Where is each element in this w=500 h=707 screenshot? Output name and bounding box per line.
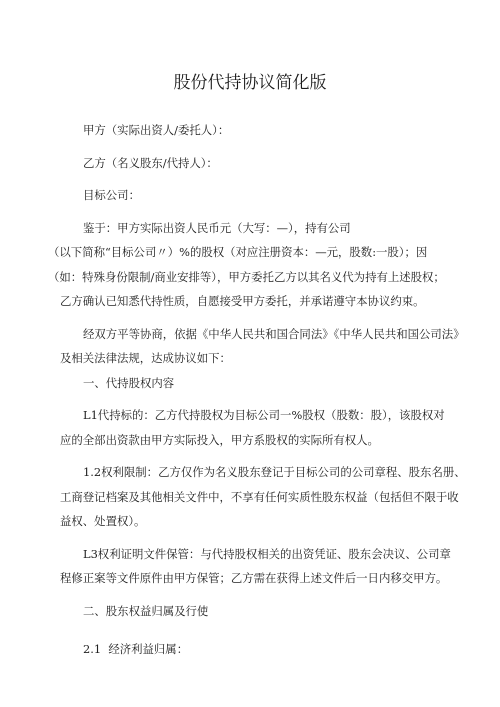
- document-body: [48, 118, 466, 662]
- basis-line: 及相关法律法规，达成协议如下：: [60, 351, 231, 365]
- recital-line: （如：特殊身份限制/商业安排等），甲方委托乙方以其名义代为持有上述股权；: [48, 269, 445, 284]
- clause-1-2: 1.2权利限制：乙方仅作为名义股东登记于目标公司的公司章程、股东名册、: [83, 465, 466, 479]
- clause-1-2-cont: 益权、处置权）。: [60, 514, 146, 528]
- target-company-line: 目标公司：: [83, 188, 140, 202]
- clause-1-2-cont: 工商登记档案及其他相关文件中，不享有任何实质性股东权益（包括但不限于收: [60, 489, 459, 504]
- party-b-line: 乙方（名义股东/代持人）：: [83, 155, 218, 170]
- party-a-line: 甲方（实际出资人/委托人）：: [83, 123, 230, 137]
- clause-1-3: L3权利证明文件保管：与代持股权相关的出资凭证、股东会决议、公司章: [83, 546, 451, 561]
- basis-line: 经双方平等协商，依据《中华人民共和国合同法》《中华人民共和国公司法》: [83, 326, 465, 341]
- section-heading-1: 一、代持股权内容: [83, 375, 175, 390]
- recital-line: （以下简称“目标公司〃）%的股权（对应注册资本：—元，股数:一股）；因: [48, 245, 428, 259]
- clause-2-1: 2.1 经济利益归属：: [83, 642, 189, 656]
- clause-1-1: L1代持标的：乙方代持股权为目标公司一%股权（股数：股），该股权对: [83, 408, 445, 422]
- recital-line: 乙方确认已知悉代持性质，自愿接受甲方委托，并承诺遵守本协议约束。: [60, 294, 425, 308]
- document-title: 股份代持协议简化版: [173, 73, 327, 93]
- clause-1-1-cont: 应的全部出资款由甲方实际投入，甲方系股权的实际所有权人。: [60, 432, 379, 447]
- section-heading-2: 二、股东权益归属及行使: [83, 603, 209, 618]
- clause-1-3-cont: 程修正案等文件原件由甲方保管；乙方需在获得上述文件后一日内移交甲方。: [60, 571, 448, 585]
- recital-line: 鉴于：甲方实际出资人民币元（大写：—），持有公司: [83, 220, 351, 235]
